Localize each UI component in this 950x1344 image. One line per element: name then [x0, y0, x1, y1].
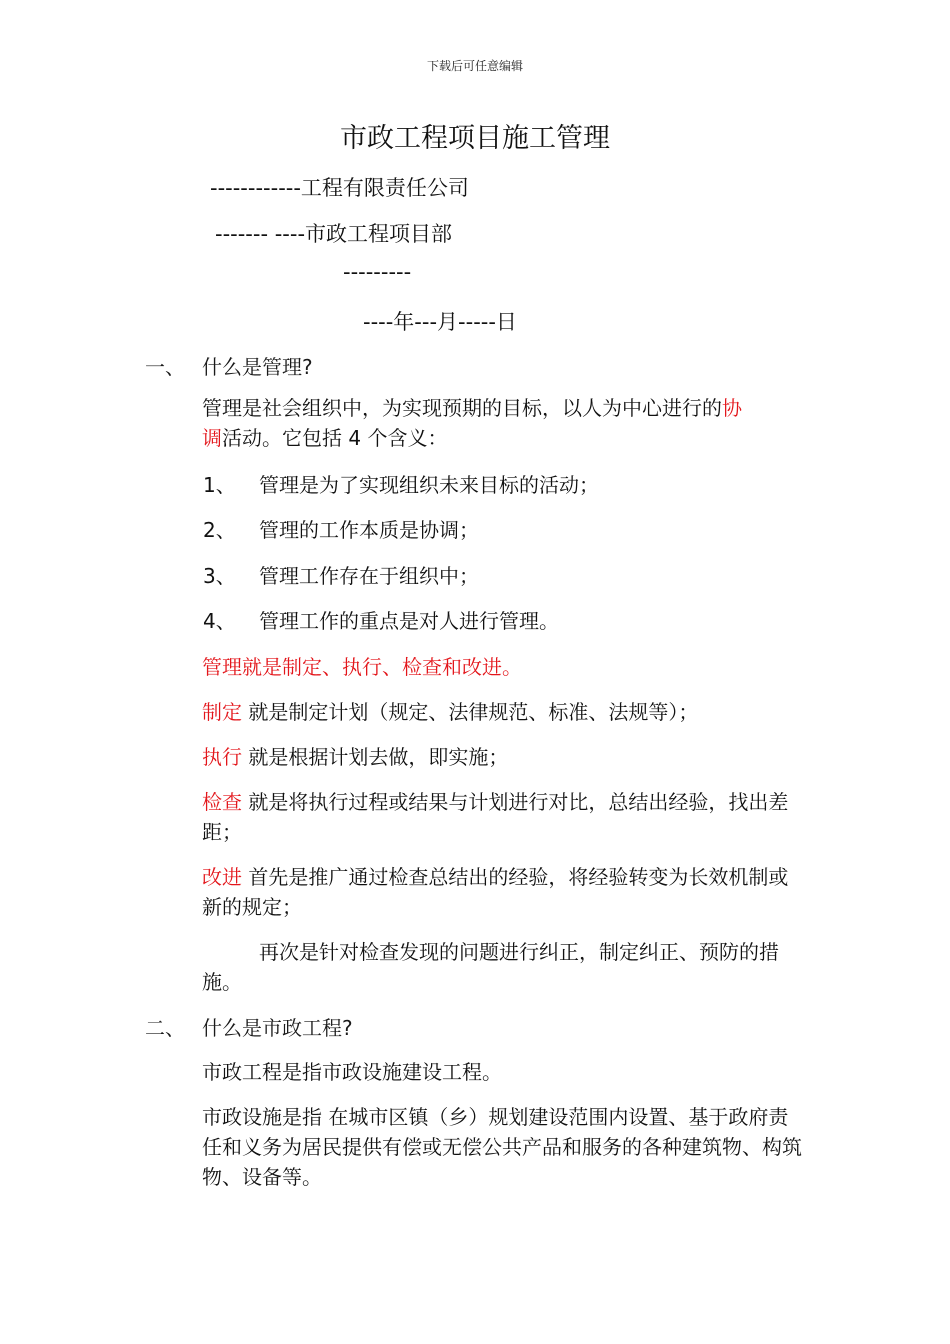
zhixing-term: 执行 — [202, 745, 242, 769]
management-definition — [202, 393, 812, 453]
date-line: ----年---月-----日 — [363, 310, 517, 334]
zhiding-term: 制定 — [202, 700, 242, 724]
zhixing-text: 就是根据计划去做，即实施； — [242, 745, 509, 769]
list-item-number: 2、 — [203, 518, 236, 542]
list-item-text: 管理工作的重点是对人进行管理。 — [259, 609, 559, 633]
definition-text-b: 活动。它包括 4 个含义： — [222, 426, 448, 450]
definition-red-2: 调 — [202, 426, 222, 450]
gaijin-continued: 再次是针对检查发现的问题进行纠正，制定纠正、预防的措施。 — [202, 940, 779, 994]
zhiding-line — [202, 697, 698, 727]
list-item-text: 管理的工作本质是协调； — [259, 518, 479, 542]
section2-number: 二、 — [145, 1016, 185, 1040]
section1-number: 一、 — [145, 355, 185, 379]
section1-heading: 什么是管理? — [202, 355, 313, 379]
list-item-text: 管理是为了实现组织未来目标的活动； — [259, 473, 599, 497]
list-item-number: 1、 — [203, 473, 236, 497]
list-item-number: 3、 — [203, 564, 236, 588]
company-line: ------------工程有限责任公司 — [210, 176, 469, 200]
zhiding-text: 就是制定计划（规定、法律规范、标准、法规等）； — [242, 700, 699, 724]
municipal-definition: 市政工程是指市政设施建设工程。 — [202, 1060, 502, 1084]
jiancha-text: 就是将执行过程或结果与计划进行对比，总结出经验，找出差距； — [202, 790, 789, 844]
jiancha-term: 检查 — [202, 790, 242, 814]
dash-line: --------- — [343, 260, 412, 284]
list-item-number: 4、 — [203, 609, 236, 633]
document-title: 市政工程项目施工管理 — [340, 123, 610, 154]
definition-text-a: 管理是社会组织中，为实现预期的目标，以人为中心进行的 — [202, 396, 722, 420]
zhixing-line — [202, 742, 508, 772]
gaijin-term: 改进 — [202, 865, 242, 889]
definition-red-1: 协 — [722, 396, 742, 420]
section2-heading: 什么是市政工程? — [202, 1016, 353, 1040]
department-line: ------- ----市政工程项目部 — [215, 222, 453, 246]
municipal-facility-definition: 市政设施是指 在城市区镇（乡）规划建设范围内设置、基于政府责任和义务为居民提供有偿或无偿公共产品和服务的各种建筑物、构筑物、设备等。 — [202, 1105, 802, 1189]
gaijin-text: 首先是推广通过检查总结出的经验，将经验转变为长效机制或新的规定； — [202, 865, 789, 919]
gaijin-paragraph — [202, 862, 802, 922]
list-item-text: 管理工作存在于组织中； — [259, 564, 479, 588]
jiancha-paragraph — [202, 787, 792, 847]
management-summary: 管理就是制定、执行、检查和改进。 — [202, 655, 522, 679]
header-note: 下载后可任意编辑 — [426, 59, 523, 73]
